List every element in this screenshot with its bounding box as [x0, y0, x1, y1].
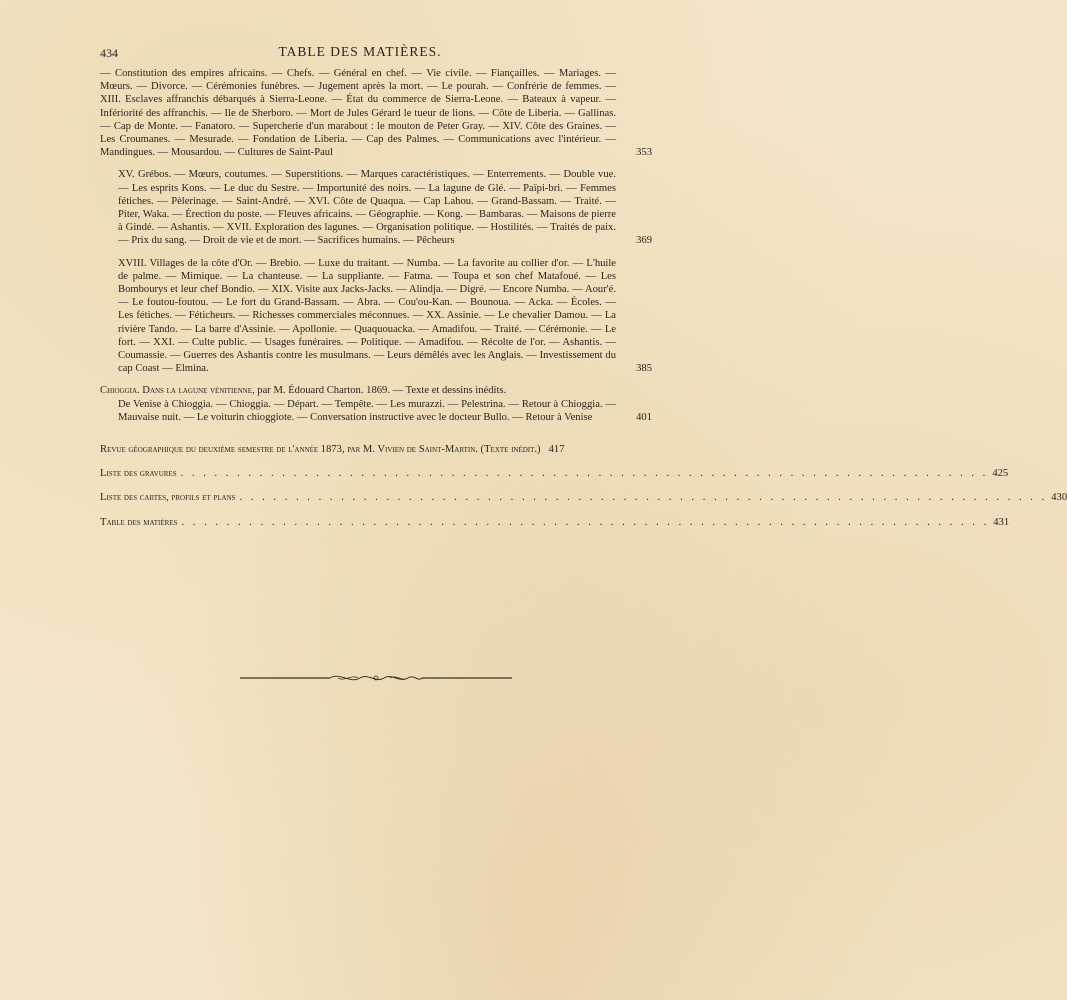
revue-label: Revue géographique du deuxième semestre de l'année 1873, par M. Vivien de Saint-Martin. (Texte inédit.)	[100, 444, 541, 456]
table-page: 431	[993, 516, 1010, 528]
table-label: Table des matières	[100, 516, 178, 528]
chioggia-text: De Venise à Chioggia. — Chioggia. — Départ. — Tempête. — Les murazzi. — Pelestrina. — Retour à Chioggia. — Mauvaise nuit. — Le voiturin chioggiote. — Conversation instructive avec le docteur Bullo. — Retour à Venise	[118, 398, 616, 423]
toc-tail-entry: Table des matières . . . . . . . . . . . . . . . . . . . . . . . . . . . . . . . . . . . . . . . . . . . . . . . . . . . . . . . . . . . . . . . . . . . . . . . . 431	[100, 516, 1010, 528]
toc-entry-text: XV. Grébos. — Mœurs, coutumes. — Superstitions. — Marques caractéristiques. — Enterrements. — Double vue. — Les esprits Kons. — Le duc du Sestre. — Importunité des noirs. — La lagune de Glé. — Païpi-bri. — Femmes fétiches. — Pèlerinage. — Saint-André. — XVI. Côte de Quaqua. — Cap Lahou. — Grand-Bassam. — Traité. — Piter, Waka. — Érection du poste. — Fleuves africains. — Géographie. — Kong. — Bambaras. — Maisons de pierre à Gindé. — Ashantis. — XVII. Exploration des lagunes. — Organisation politique. — Hostilités. — Traités de paix. — Prix du sang. — Droit de vie et de mort. — Sacrifices humains. — Pêcheurs	[118, 169, 616, 247]
page-number: 434	[100, 46, 118, 60]
toc-entry-text: — Constitution des empires africains. — Chefs. — Général en chef. — Vie civile. — Fiançailles. — Mariages. — Mœurs. — Divorce. — Cérémonies funèbres. — Jugement après la mort. — Le pourah. — Confrérie de femmes. — XIII. Esclaves affranchis débarqués à Sierra-Leone. — État du commerce de Sierra-Leone. — Bateaux à vapeur. — Infériorité des affranchis. — Ile de Sherboro. — Mort de Jules Gérard le tueur de lions. — Côte de Liberia. — Gallinas. — Cap de Monte. — Fanatoro. — Supercherie d'un marabout : le mouton de Peter Gray. — XIV. Côte des Graines. — Les Croumanes. — Mesurade. — Fondation de Liberia. — Cap des Palmes. — Communications avec l'intérieur. — Mandingues. — Mousardou. — Cultures de Saint-Paul	[100, 68, 616, 159]
chioggia-entry	[100, 384, 652, 424]
toc-entry	[100, 67, 652, 159]
toc-tail-entry: Liste des gravures . . . . . . . . . . . . . . . . . . . . . . . . . . . . . . . . . . . . . . . . . . . . . . . . . . . . . . . . . . . . . . . . . . . . . . . . 425	[100, 468, 1009, 480]
decorative-ornament	[240, 670, 512, 686]
running-title: TABLE DES MATIÈRES.	[278, 44, 442, 59]
chioggia-page: 401	[636, 411, 652, 423]
cartes-page: 430	[1051, 492, 1067, 504]
page-header	[100, 44, 620, 64]
cartes-label: Liste des cartes, profils et plans	[100, 492, 236, 504]
toc-content	[100, 67, 1067, 529]
toc-entry-page: 353	[636, 147, 652, 159]
gravures-page: 425	[992, 468, 1009, 480]
chioggia-heading: Chioggia. Dans la lagune vénitienne,	[100, 385, 255, 397]
toc-tail-entry	[100, 443, 652, 456]
toc-entry-page: 385	[636, 363, 652, 375]
gravures-label: Liste des gravures	[100, 468, 177, 480]
toc-entry-text: XVIII. Villages de la côte d'Or. — Brebio. — Luxe du traitant. — Numba. — La favorite au collier d'or. — L'huile de palme. — Mimique. — La chanteuse. — La suppliante. — Fatma. — Toupa et son chef Matafoué. — Les Bombourys et leur chef Bondio. — XIX. Visite aux Jacks-Jacks. — Alindja. — Digré. — Encore Numba. — Aour'é. — Le foutou-foutou. — Le fort du Grand-Bassam. — Abra. — Cou'ou-Kan. — Bounoua. — Acka. — Écoles. — Les fétiches. — Féticheurs. — Richesses commerciales méconnues. — XX. Assinie. — Le chevalier Damou. — La rivière Tando. — La barre d'Assinie. — Apollonie. — Quaquouacka. — Amadifou. — Traité. — Cérémonie. — Le fort. — XXI. — Culte public. — Usages funéraires. — Politique. — Amadifou. — Récolte de l'or. — Ashantis. — Coumassie. — Guerres des Ashantis contre les musulmans. — Leurs démêlés avec les Anglais. — Investissement du cap Coast — Elmina.	[118, 257, 616, 375]
toc-entry-page: 369	[636, 235, 652, 247]
revue-page: 417	[548, 444, 565, 456]
toc-entry	[100, 257, 652, 376]
chioggia-author: par M. Édouard Charton. 1869. — Texte et dessins inédits.	[257, 385, 507, 397]
toc-tail-entry: Liste des cartes, profils et plans . . . . . . . . . . . . . . . . . . . . . . . . . . . . . . . . . . . . . . . . . . . . . . . . . . . . . . . . . . . . . . . . . . . . . . . . 430	[100, 492, 1067, 504]
toc-entry	[100, 168, 652, 247]
